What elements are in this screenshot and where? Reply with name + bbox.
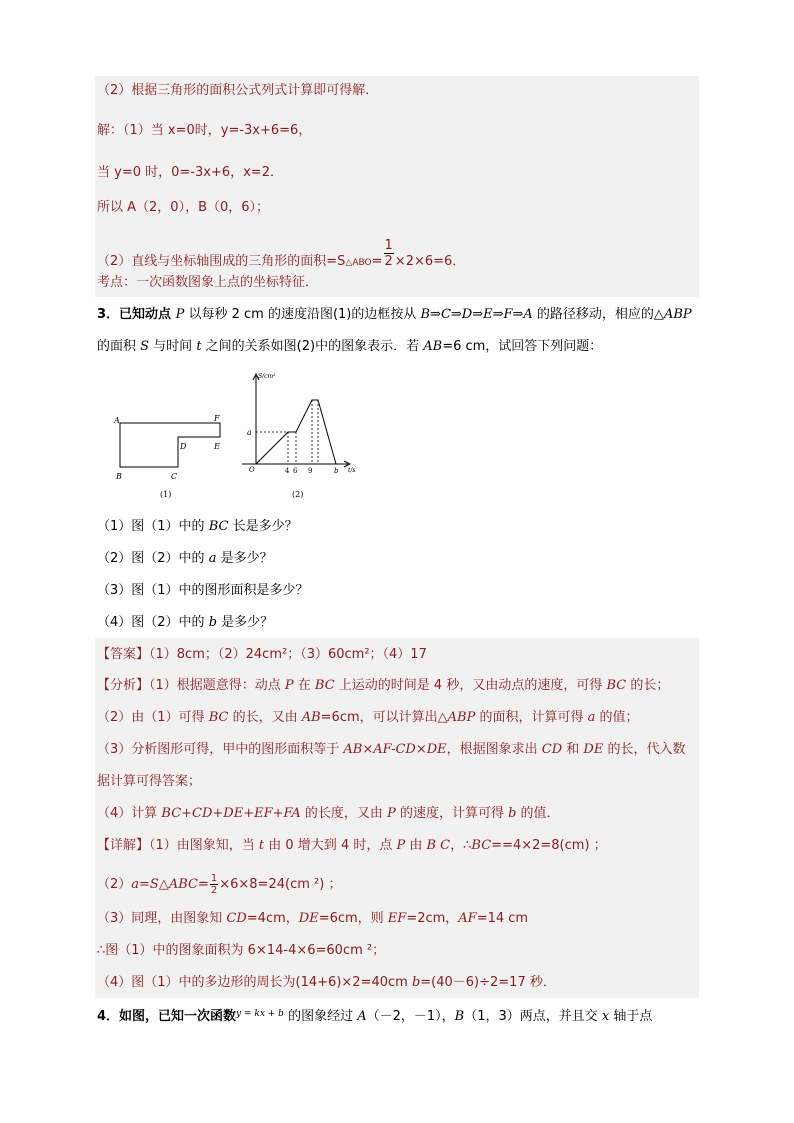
x-label: t/s [348, 467, 356, 474]
solution-line-1: 解：（1）当 x=0时，y=-3x+6=6， [97, 123, 312, 138]
answer-line: 【答案】（1）8cm；（2）24cm²；（3）60cm²；（4）17 [97, 647, 427, 662]
caption-1: (1) [160, 490, 172, 499]
tick-9: 9 [308, 467, 313, 475]
figure-2-graph [236, 368, 366, 503]
question-3-line-1: 3．已知动点 P 以每秒 2 cm 的速度沿图(1)的边框按从 B⇒C⇒D⇒E⇒F⇒A 的路径移动，相应的△ABP [97, 307, 692, 322]
sub-question-2: （2）图（2）中的 a 是多少？ [97, 551, 273, 566]
tick-b: b [334, 467, 339, 475]
sub-question-1: （1）图（1）中的 BC 长是多少？ [97, 519, 298, 534]
keypoint-line: 考点：一次函数图象上点的坐标特征． [97, 275, 319, 290]
fraction-half: $\frac{1}{2}$ [384, 238, 393, 269]
polygon-outline [120, 423, 220, 467]
caption-2: (2) [292, 490, 304, 499]
tick-4: 4 [285, 467, 290, 475]
label-B: B [116, 472, 122, 481]
y-label: S/cm² [258, 373, 276, 380]
question-3-line-2: 的面积 S 与时间 t 之间的关系如图(2)中的图象表示．若 AB=6 cm，试回答下列问题： [97, 339, 603, 354]
label-E: E [214, 442, 220, 451]
label-A: A [114, 416, 120, 425]
tick-6: 6 [293, 467, 298, 475]
detail-q3-1: 【详解】（1）由图象知，当 t 由 0 增大到 4 时，点 P 由 B C，∴BC==4×2=8(cm) ； [97, 838, 607, 853]
analysis-q3-1: 【分析】（1）根据题意得：动点 P 在 BC 上运动的时间是 4 秒，又由动点的速度，可得 BC 的长； [97, 678, 670, 693]
analysis-q3-2: （2）由（1）可得 BC 的长，又由 AB=6cm，可以计算出△ABP 的面积，计算可得 a 的值； [97, 710, 639, 725]
label-D: D [180, 442, 187, 451]
analysis-line-2: （2）根据三角形的面积公式列式计算即可得解． [97, 83, 379, 98]
detail-q3-5: （4）图（1）中的多边形的周长为(14+6)×2=40cm b=(40－6)÷2=17 秒． [97, 975, 556, 990]
detail-q3-3: （3）同理，由图象知 CD=4cm，DE=6cm，则 EF=2cm，AF=14 cm [97, 911, 529, 926]
question-4-line-1: 4．如图，已知一次函数$^{y = kx + b}$ 的图象经过 A（－2，－1），B（1，3）两点，并且交 x 轴于点 [97, 1009, 653, 1024]
analysis-q3-3-cont: 据计算可得答案； [97, 774, 202, 789]
sub-question-4: （4）图（2）中的 b 是多少？ [97, 615, 274, 630]
a-label: a [247, 428, 252, 437]
label-C: C [171, 472, 178, 481]
detail-q3-4: ∴图（1）中的图象面积为 6×14-4×6=60cm ²； [97, 943, 386, 958]
fraction-half-2: $\frac{1}{2}$ [210, 873, 218, 896]
label-F: F [214, 414, 220, 423]
sub-question-3: （3）图（1）中的图形面积是多少？ [97, 583, 309, 598]
solution-line-2: 当 y=0 时，0=-3x+6，x=2． [97, 165, 283, 180]
origin-label: O [249, 466, 255, 474]
analysis-q3-3: （3）分析图形可得，甲中的图形面积等于 AB×AF-CD×DE，根据图象求出 CD 和 DE 的长，代入数 [97, 742, 686, 757]
analysis-q3-4: （4）计算 BC+CD+DE+EF+FA 的长度，又由 P 的速度，计算可得 b 的值． [97, 806, 560, 821]
figure-1-polygon [108, 405, 238, 505]
solution-line-4: （2）直线与坐标轴围成的三角形的面积=S△ABO= $\frac{1}{2}$ ×2×6=6． [97, 238, 466, 269]
detail-q3-2: （2）a=S△ABC= $\frac{1}{2}$ ×6×8=24(cm ²) ； [97, 873, 342, 896]
solution-line-3: 所以 A（2，0），B（0，6）； [97, 200, 270, 215]
